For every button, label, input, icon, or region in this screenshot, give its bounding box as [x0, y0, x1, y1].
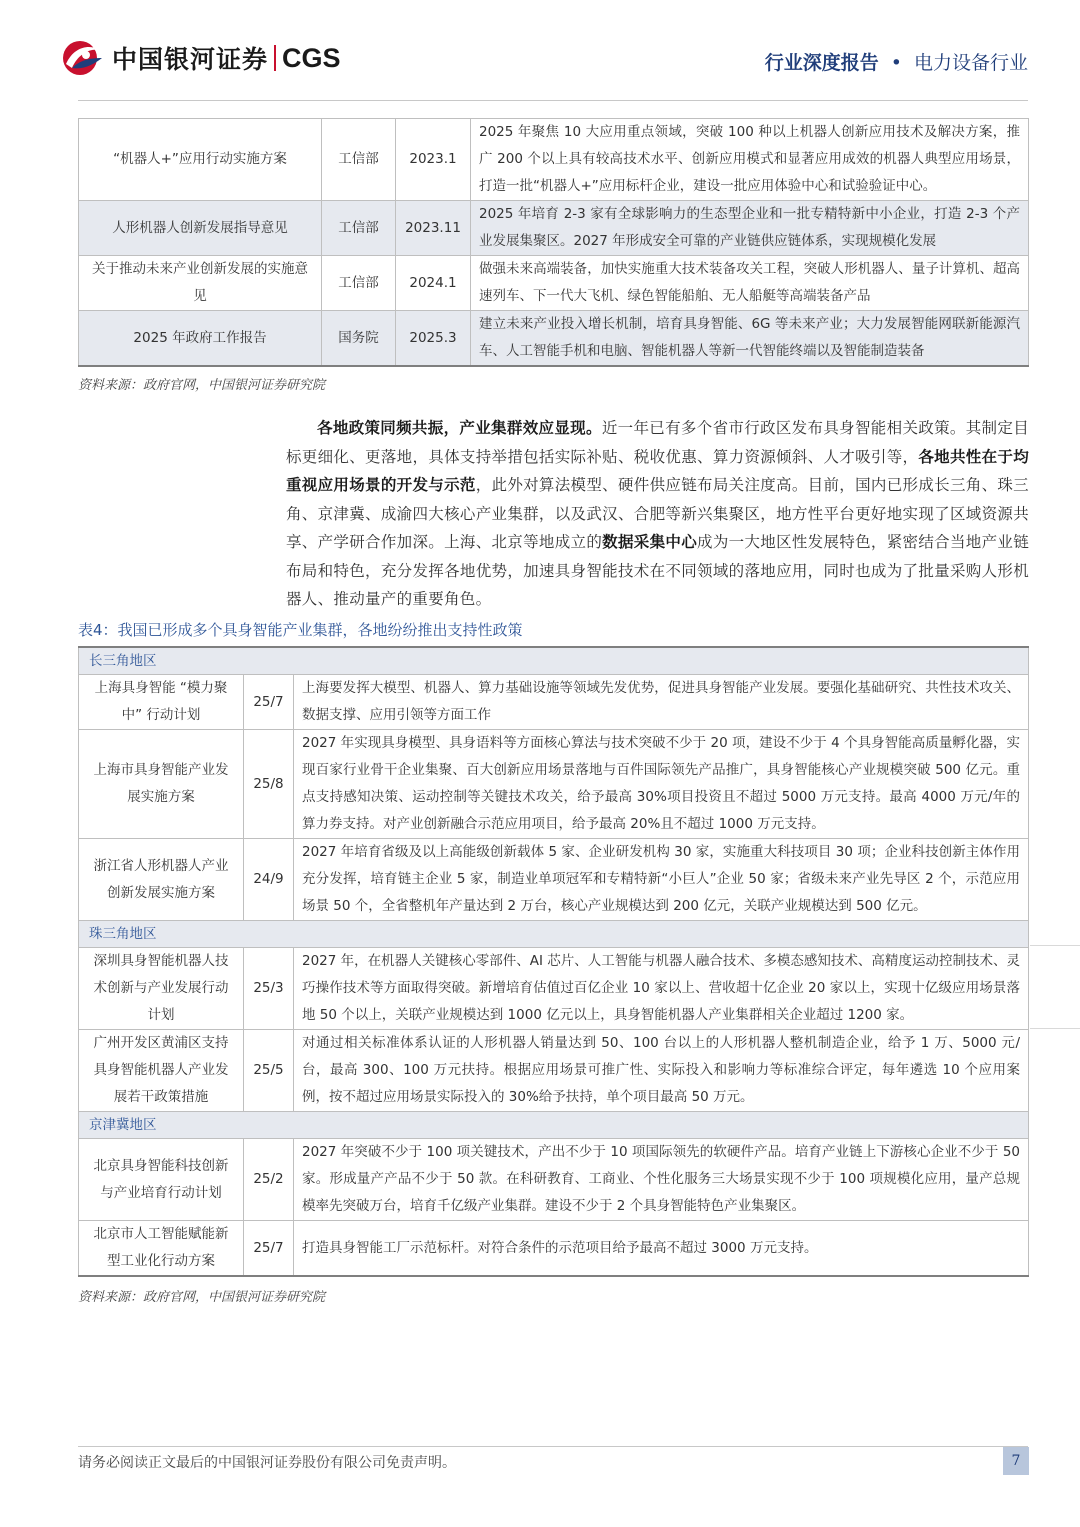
policy-date: 25/7 [244, 1221, 294, 1277]
table-row [79, 839, 1029, 921]
policy-content: 2027 年培育省级及以上高能级创新载体 5 家、企业研发机构 30 家，实施重大科技项目 30 项；企业科技创新主体作用充分发挥，培育链主企业 5 家，制造业单项冠军和专精特新“小巨人”企业 50 家；省级未来产业先导区 2 个，示范应用场景 50 个，全省整机年产量达到 2 万台，核心产业规模达到 200 亿元，关联产业规模达到 500 亿元。 [294, 839, 1029, 921]
policy-name: 深圳具身智能机器人技术创新与产业发展行动计划 [79, 948, 244, 1030]
paragraph-span: 近一年已有多个省市行政区发布具身智能相关政策。其制定目标更细化、更落地，具体支持举措包括实际补贴、税收优惠、算力资源倾斜、人才吸引等， [286, 419, 1029, 466]
logo-divider [274, 45, 276, 71]
policy-dept: 国务院 [322, 311, 396, 367]
edge-line [1030, 1028, 1080, 1029]
policy-content: 上海要发挥大模型、机器人、算力基础设施等领域先发优势，促进具身智能产业发展。要强化基础研究、共性技术攻关、数据支撑、应用引领等方面工作 [294, 675, 1029, 730]
policy-name: 关于推动未来产业创新发展的实施意见 [79, 256, 322, 311]
edge-line [1030, 945, 1080, 946]
policy-name: 北京市人工智能赋能新型工业化行动方案 [79, 1221, 244, 1277]
bold-highlight: 各地共性在于均重视应用场景的开发与示范 [286, 446, 1029, 494]
table1-source: 资料来源：政府官网，中国银河证券研究院 [78, 378, 326, 393]
policy-content: 建立未来产业投入增长机制，培育具身智能、6G 等未来产业；大力发展智能网联新能源汽车、人工智能手机和电脑、智能机器人等新一代智能终端以及智能制造装备 [471, 311, 1029, 367]
policy-content: 2027 年实现具身模型、具身语料等方面核心算法与技术突破不少于 20 项，建设不少于 4 个具身智能高质量孵化器，实现百家行业骨干企业集聚、百大创新应用场景落地与百件国际领先产品推广，具身智能核心产业规模突破 500 亿元。重点支持感知决策、运动控制等关键技术攻关，给予最高 30%项目投资且不超过 5000 万元支持。最高 4000 万元/年的算力券支持。对产业创新融合示范应用项目，给予最高 20%且不超过 1000 万元支持。 [294, 730, 1029, 839]
policy-name: 2025 年政府工作报告 [79, 311, 322, 367]
policy-date: 25/5 [244, 1030, 294, 1112]
table-row [79, 256, 1029, 311]
policy-name: “机器人+”应用行动实施方案 [79, 119, 322, 201]
page-number: 7 [1003, 1447, 1029, 1475]
policy-table-regional [78, 646, 1029, 1277]
policy-name: 北京具身智能科技创新与产业培育行动计划 [79, 1139, 244, 1221]
policy-date: 25/3 [244, 948, 294, 1030]
table-row [79, 119, 1029, 201]
policy-content: 2025 年培育 2-3 家有全球影响力的生态型企业和一批专精特新中小企业，打造 2-3 个产业发展集聚区。2027 年形成安全可靠的产业链供应链体系，实现规模化发展 [471, 201, 1029, 256]
policy-date: 25/8 [244, 730, 294, 839]
paragraph-text [286, 414, 1029, 614]
table-row [79, 730, 1029, 839]
table-row [79, 675, 1029, 730]
region-header-row [79, 921, 1029, 948]
bold-lead: 各地政策同频共振，产业集群效应显现。 [317, 418, 602, 437]
policy-content: 对通过相关标准体系认证的人形机器人销量达到 50、100 台以上的人形机器人整机制造企业，给予 1 万、5000 元/台，最高 300、100 万元扶持。根据应用场景可推广性、实际投入和影响力等标准综合评定，每年遴选 10 个应用案例，按不超过应用场景实际投入的 30%给予扶持，单个项目最高 50 万元。 [294, 1030, 1029, 1112]
bold-highlight: 数据采集中心 [602, 532, 698, 551]
report-category: 行业深度报告 [764, 52, 879, 74]
region-header-row [79, 647, 1029, 675]
policy-content: 2025 年聚焦 10 大应用重点领域，突破 100 种以上机器人创新应用技术及解决方案，推广 200 个以上具有较高技术水平、创新应用模式和显著应用成效的机器人典型应用场景，打造一批“机器人+”应用标杆企业，建设一批应用体验中心和试验验证中心。 [471, 119, 1029, 201]
policy-dept: 工信部 [322, 119, 396, 201]
policy-date: 2025.3 [396, 311, 471, 367]
header-divider [78, 100, 1028, 101]
table2-source: 资料来源：政府官网，中国银河证券研究院 [78, 1290, 326, 1305]
policy-name: 上海具身智能 “模力聚中” 行动计划 [79, 675, 244, 730]
policy-content: 打造具身智能工厂示范标杆。对符合条件的示范项目给予最高不超过 3000 万元支持。 [294, 1221, 1029, 1277]
policy-content: 2027 年突破不少于 100 项关键技术，产出不少于 10 项国际领先的软硬件产品。培育产业链上下游核心企业不少于 50 家。形成量产产品不少于 50 款。在科研教育、工商业、个性化服务三大场景实现不少于 100 项规模化应用，量产总规模率先突破万台，培育千亿级产业集群。建设不少于 2 个具身智能特色产业集聚区。 [294, 1139, 1029, 1221]
paragraph-span: 成为一大地区性发展特色，紧密结合当地产业链布局和特色，充分发挥各地优势，加速具身智能技术在不同领域的落地应用，同时也成为了批量采购人形机器人、推动量产的重要角色。 [286, 533, 1029, 608]
paragraph-span: ，此外对算法模型、硬件供应链布局关注度高。目前，国内已形成长三角、珠三角、京津冀、成渝四大核心产业集群，以及武汉、合肥等新兴集聚区，地方性平台更好地实现了区域资源共享、产学研合作加深。上海、北京等地成立的 [286, 476, 1029, 551]
policy-table-national [78, 118, 1029, 367]
logo-cn-text: 中国银河证券 [112, 45, 269, 74]
table-row [79, 311, 1029, 367]
policy-name: 人形机器人创新发展指导意见 [79, 201, 322, 256]
policy-name: 广州开发区黄浦区支持具身智能机器人产业发展若干政策措施 [79, 1030, 244, 1112]
table-row [79, 1139, 1029, 1221]
page-header [0, 0, 1080, 110]
region-label: 珠三角地区 [79, 921, 1029, 948]
policy-name: 浙江省人形机器人产业创新发展实施方案 [79, 839, 244, 921]
policy-name: 上海市具身智能产业发展实施方案 [79, 730, 244, 839]
body-paragraph [286, 414, 1029, 614]
region-header-row [79, 1112, 1029, 1139]
footer-disclaimer: 请务必阅读正文最后的中国银河证券股份有限公司免责声明。 [78, 1455, 456, 1471]
report-type [765, 48, 1028, 75]
policy-dept: 工信部 [322, 256, 396, 311]
policy-date: 2023.11 [396, 201, 471, 256]
policy-date: 25/7 [244, 675, 294, 730]
table-row [79, 948, 1029, 1030]
industry-name: 电力设备行业 [913, 52, 1028, 74]
policy-date: 25/2 [244, 1139, 294, 1221]
policy-date: 2023.1 [396, 119, 471, 201]
table-row [79, 1221, 1029, 1277]
policy-content: 做强未来高端装备，加快实施重大技术装备攻关工程，突破人形机器人、量子计算机、超高速列车、下一代大飞机、绿色智能船舶、无人船艇等高端装备产品 [471, 256, 1029, 311]
policy-content: 2027 年，在机器人关键核心零部件、AI 芯片、人工智能与机器人融合技术、多模态感知技术、高精度运动控制技术、灵巧操作技术等方面取得突破。新增培育估值过百亿企业 10 家以上、营收超十亿企业 20 家以上，实现十亿级应用场景落地 50 个以上，关联产业规模达到 1000 亿元以上，具身智能机器人产业集群相关企业超过 1200 家。 [294, 948, 1029, 1030]
header-dot: • [890, 52, 902, 74]
footer-divider [78, 1446, 1028, 1447]
policy-date: 24/9 [244, 839, 294, 921]
logo-emblem-icon [60, 38, 104, 78]
region-label: 长三角地区 [79, 647, 1029, 675]
table-row [79, 201, 1029, 256]
region-label: 京津冀地区 [79, 1112, 1029, 1139]
policy-dept: 工信部 [322, 201, 396, 256]
company-logo [60, 38, 341, 78]
table-row [79, 1030, 1029, 1112]
logo-en-text: CGS [282, 42, 341, 73]
table-caption: 表4：我国已形成多个具身智能产业集群，各地纷纷推出支持性政策 [78, 621, 523, 639]
policy-date: 2024.1 [396, 256, 471, 311]
